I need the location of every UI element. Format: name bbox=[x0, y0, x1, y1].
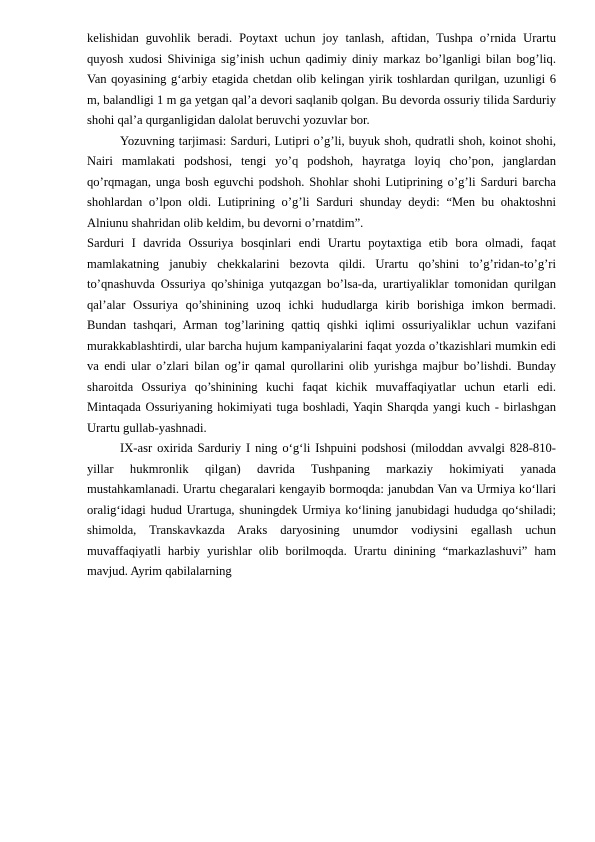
paragraph-yozuv-tarjimasi: Yozuvning tarjimasi: Sarduri, Lutipri o’g’li, buyuk shoh, qudratli shoh, koinot shohi, Nairi mamlakati podshosi, tengi yo’q podshoh, hayratga loyiq cho’pon, janglardan qo’rqmagan, unga bosh eguvchi podshoh. Shohlar shohi Lutiprining o’g’li Sarduri barcha shohlardan o’lpon oldi. Lutiprining o’g’li Sarduri shunday deydi: “Men bu ohaktoshni Alniunu shahridan olib keldim, bu devorni o’rnatdim”. bbox=[87, 133, 556, 230]
paragraph-qala-devori: kelishidan guvohlik beradi. Poytaxt uchun joy tanlash, aftidan, Tushpa o’rnida Urartu quyosh xudosi Shiviniga sig’inish uchun qadimiy diniy markaz bo’lganligi bilan bog’liq. Van qoyasining g‘arbiy etagida chetdan olib kelingan yirik toshlardan qurilgan, uzunligi 6 m, balandligi 1 m ga yetgan qal’a devori saqlanib qolgan. Bu devorda ossuriy tilida Sarduriy shohi qal’a qurganligidan dalolat beruvchi yozuvlar bor. bbox=[87, 31, 556, 127]
paragraph-ishpuini-davri: IX-asr oxirida Sarduriy I ning o‘g‘li Ishpuini podshosi (miloddan avvalgi 828-810-yillar hukmronlik qilgan) davrida Tushpaning markaziy hokimiyati yanada mustahkamlanadi. Urartu chegaralari kengayib bormoqda: janubdan Van va Urmiya ko‘llari oralig‘idagi hudud Urartuga, shuningdek Urmiya ko‘lining janubidagi hududga qo‘shiladi; shimolda, Transkavkazda Araks daryosining unumdor vodiysini egallash uchun muvaffaqiyatli harbiy yurishlar olib borilmoqda. Urartu dinining “markazlashuvi” ham mavjud. Ayrim qabilalarning bbox=[87, 441, 556, 578]
paragraph-sarduri-davri: Sarduri I davrida Ossuriya bosqinlari endi Urartu poytaxtiga etib bora olmadi, faqat mamlakatning janubiy chekkalarini bezovta qildi. Urartu qo’shini to’g’ridan-to’g’ri to’qnashuvda Ossuriya qo’shiniga yutqazgan bo’lsa-da, urartiyaliklar tomonidan qurilgan qal’alar Ossuriya qo’shinining uzoq ichki hududlarga kirib borishiga imkon bermadi. Bundan tashqari, Arman tog’larining qattiq qishki iqlimi ossuriyaliklar uchun vazifani murakkablashtirdi, ular barcha hujum kampaniyalarini faqat yozda o’tkazishlari mumkin edi va endi ular o’zlari bilan og’ir qamal qurollarini olib yurishga majbur bo’lishdi. Bunday sharoitda Ossuriya qo’shinining kuchi faqat kichik muvaffaqiyatlar uchun etarli edi. Mintaqada Ossuriyaning hokimiyati tuga boshladi, Yaqin Sharqda yangi kuch - birlashgan Urartu gullab-yashnadi. bbox=[87, 236, 556, 435]
document-page bbox=[87, 28, 556, 582]
